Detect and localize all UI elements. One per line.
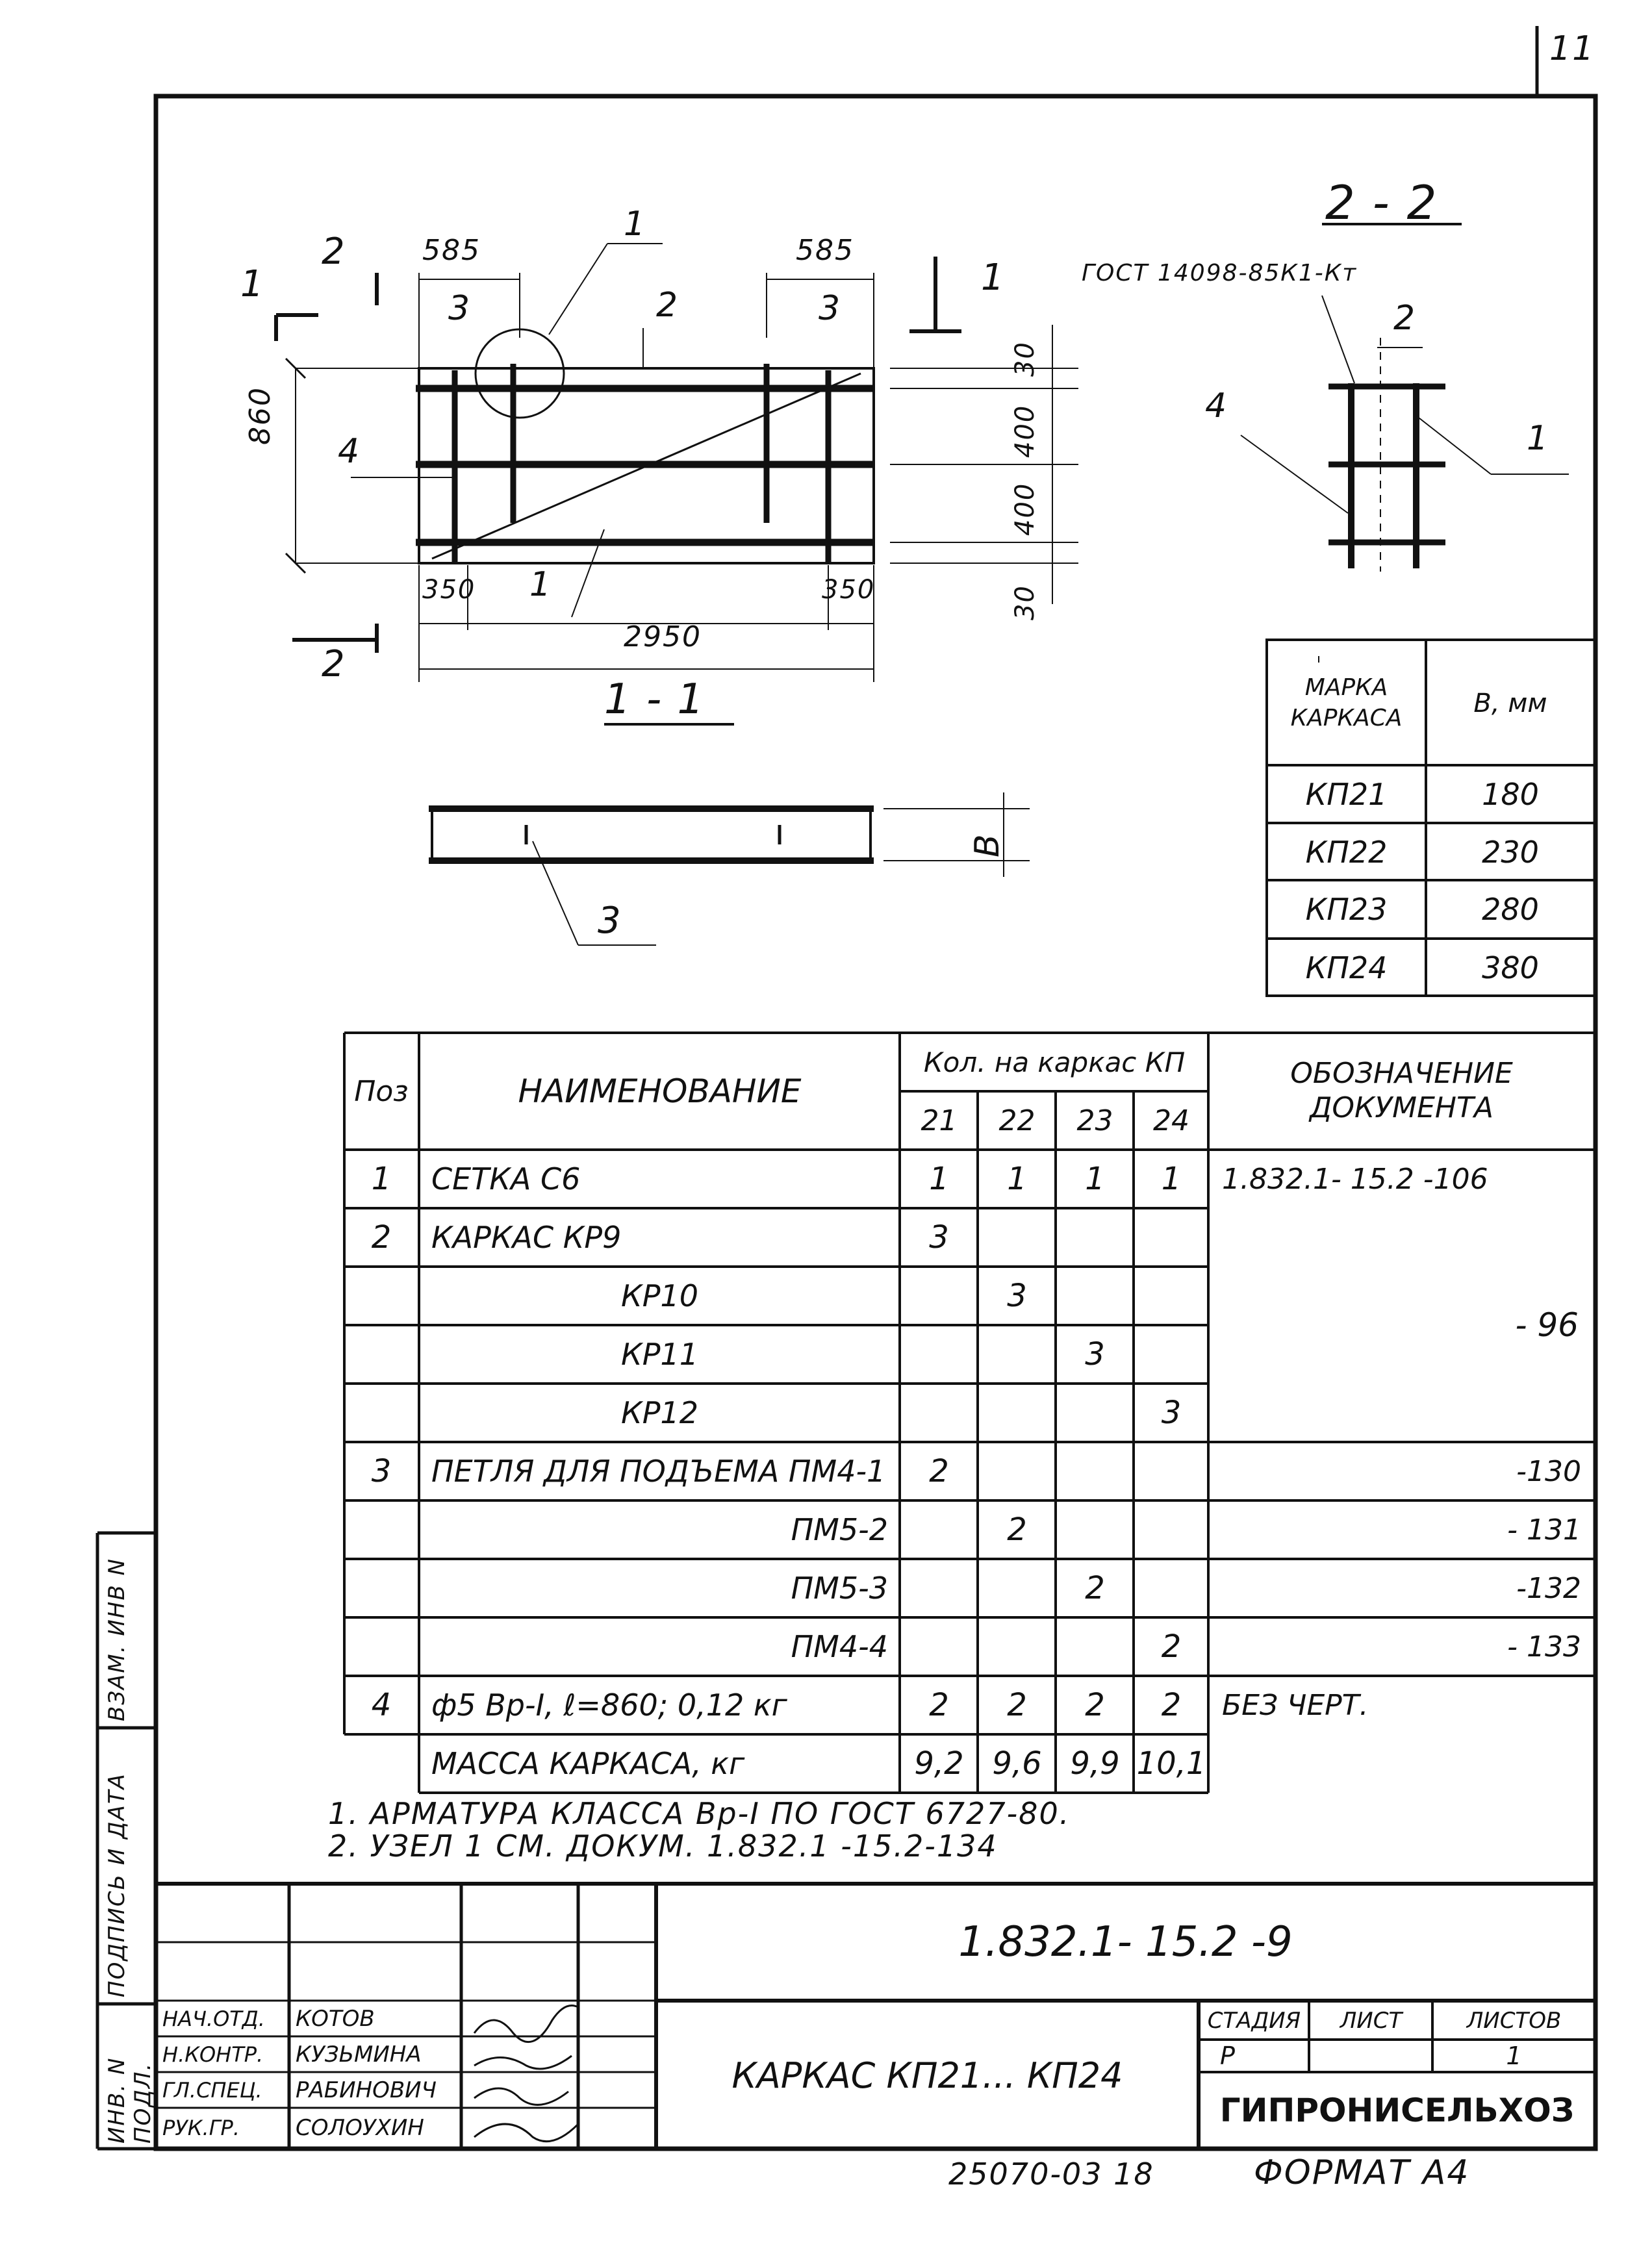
- spec-row-2-q23: [1058, 1209, 1132, 1265]
- dim-right-top: 585: [796, 234, 854, 267]
- dim-left-top: 585: [422, 234, 481, 267]
- spec-row-11-pos: [346, 1736, 417, 1791]
- title-organization: ГИПРОНИСЕЛЬХОЗ: [1219, 2092, 1575, 2129]
- spec-header-name: НАИМЕНОВАНИЕ: [518, 1072, 802, 1110]
- spec-row-2-q22: [980, 1209, 1054, 1265]
- mark-table-row-3-mark: КП23: [1305, 891, 1388, 927]
- callout-pos2-top: 2: [656, 286, 680, 325]
- spec-row-1-q24: 1: [1161, 1161, 1182, 1197]
- side-stamp-inv-podl: ИНВ. N ПОДЛ.: [104, 2056, 156, 2144]
- dim-right-30-top: 30: [1010, 341, 1040, 377]
- signature-marks: [474, 2006, 578, 2142]
- callout-pos4: 4: [338, 432, 361, 471]
- title-sheets-value: 1: [1506, 2042, 1522, 2070]
- spec-row-1-q22: 1: [1007, 1161, 1027, 1197]
- plan-dim-b: В: [968, 833, 1007, 857]
- spec-row-4-q23: 3: [1085, 1336, 1105, 1373]
- section-2-2-label: 2 - 2: [1325, 175, 1438, 230]
- section-marker-1-right: 1: [981, 257, 1006, 299]
- spec-row-9-q24: 2: [1161, 1628, 1182, 1665]
- title-stage-value: Р: [1220, 2042, 1235, 2070]
- spec-row-10-q23: 2: [1085, 1687, 1105, 1723]
- spec-header-qty-24: 24: [1153, 1104, 1189, 1137]
- spec-header-qty-22: 22: [998, 1104, 1036, 1137]
- spec-row-4-pos: [346, 1326, 417, 1382]
- spec-row-5-name: КР12: [621, 1395, 698, 1430]
- title-name: КАРКАС КП21... КП24: [731, 2055, 1123, 2096]
- spec-merged-doc-kr: - 96: [1515, 1306, 1579, 1344]
- spec-row-7-pos: [346, 1502, 417, 1558]
- spec-row-4-q21: [902, 1326, 976, 1382]
- side-stamp-vzam-inv: ВЗАМ. ИНВ N: [104, 1558, 130, 1721]
- spec-row-6-q24: [1136, 1443, 1207, 1499]
- section-2-2-callout-2: 2: [1393, 299, 1417, 338]
- spec-row-7-q21: [902, 1502, 976, 1558]
- page-corner-number: 11: [1549, 29, 1595, 68]
- dim-right-bottom: 350: [822, 575, 876, 605]
- mark-table-row-3-b: 280: [1482, 891, 1539, 927]
- spec-row-7-q23: [1058, 1502, 1132, 1558]
- spec-row-4-q22: [980, 1326, 1054, 1382]
- mark-table-row-1-b: 180: [1482, 776, 1539, 812]
- callout-pos3-right: 3: [819, 289, 842, 328]
- spec-row-1-name: СЕТКА С6: [431, 1161, 581, 1196]
- spec-header-doc: ОБОЗНАЧЕНИЕ ДОКУМЕНТА: [1290, 1057, 1513, 1124]
- plan-callout-3: 3: [598, 900, 622, 942]
- spec-row-11-name: МАССА КАРКАСА, кг: [431, 1746, 745, 1781]
- spec-row-10-doc: БЕЗ ЧЕРТ.: [1222, 1688, 1369, 1722]
- bottom-stamp: 25070-03 18: [948, 2157, 1154, 2192]
- spec-row-3-q22: 3: [1007, 1278, 1027, 1314]
- section-marker-1-left: 1: [240, 263, 265, 305]
- section-marker-2-top: 2: [322, 231, 346, 273]
- spec-row-1-pos: 1: [371, 1161, 392, 1197]
- signer-1-name: КОТОВ: [296, 2006, 375, 2032]
- title-sheet-value: [1311, 2041, 1431, 2071]
- spec-row-8-name: ПМ5-3: [791, 1571, 888, 1606]
- spec-row-9-q22: [980, 1619, 1054, 1675]
- title-sheets-label: ЛИСТОВ: [1466, 2007, 1562, 2034]
- spec-row-8-pos: [346, 1560, 417, 1616]
- spec-row-7-doc: - 131: [1507, 1513, 1581, 1547]
- spec-row-1-doc: 1.832.1- 15.2 -106: [1222, 1162, 1488, 1196]
- callout-pos1-bottom: 1: [529, 565, 553, 604]
- spec-row-5-q24: 3: [1161, 1395, 1182, 1431]
- title-doc-code: 1.832.1- 15.2 -9: [958, 1918, 1293, 1966]
- spec-row-11-q22: 9,6: [992, 1745, 1042, 1782]
- spec-row-9-q21: [902, 1619, 976, 1675]
- spec-header-qty-23: 23: [1076, 1104, 1113, 1137]
- spec-row-2-q21: 3: [929, 1219, 949, 1256]
- spec-row-11-q21: 9,2: [914, 1745, 964, 1782]
- spec-row-8-q21: [902, 1560, 976, 1616]
- callout-pos1-top: 1: [624, 205, 647, 244]
- note-2: 2. УЗЕЛ 1 СМ. ДОКУМ. 1.832.1 -15.2-134: [328, 1828, 998, 1864]
- section-2-2-gost-note: ГОСТ 14098-85К1-Кт: [1082, 260, 1358, 286]
- signer-2-name: КУЗЬМИНА: [296, 2042, 422, 2068]
- spec-row-4-q24: [1136, 1326, 1207, 1382]
- callout-pos3-left: 3: [448, 289, 472, 328]
- section-2-2-drawing: [1241, 224, 1569, 663]
- spec-row-2-name: КАРКАС КР9: [431, 1220, 622, 1255]
- spec-row-6-pos: 3: [371, 1453, 392, 1489]
- spec-row-2-pos: 2: [371, 1219, 392, 1256]
- spec-row-9-doc: - 133: [1507, 1630, 1581, 1664]
- dim-left-bottom: 350: [422, 575, 476, 605]
- spec-row-10-q21: 2: [929, 1687, 949, 1723]
- spec-row-7-q22: 2: [1007, 1512, 1027, 1548]
- dim-height-total: 860: [244, 386, 277, 445]
- spec-row-10-q22: 2: [1007, 1687, 1027, 1723]
- spec-row-9-pos: [346, 1619, 417, 1675]
- spec-row-7-name: ПМ5-2: [791, 1512, 888, 1547]
- format-label: ФОРМАТ А4: [1254, 2153, 1470, 2192]
- spec-row-11-doc: [1212, 1736, 1592, 1791]
- dim-right-400-top: 400: [1010, 404, 1040, 458]
- spec-row-5-q23: [1058, 1385, 1132, 1441]
- signer-2-role: Н.КОНТР.: [162, 2042, 264, 2067]
- spec-row-10-q24: 2: [1161, 1687, 1182, 1723]
- plan-view-drawing: [429, 792, 1030, 945]
- spec-row-10-pos: 4: [371, 1687, 392, 1723]
- signer-1-role: НАЧ.ОТД.: [162, 2006, 265, 2031]
- title-stage-label: СТАДИЯ: [1207, 2007, 1301, 2034]
- spec-row-6-doc: -130: [1516, 1454, 1581, 1488]
- signer-4-name: СОЛОУХИН: [296, 2115, 424, 2141]
- signer-3-name: РАБИНОВИЧ: [296, 2077, 437, 2103]
- spec-row-8-q24: [1136, 1560, 1207, 1616]
- dim-overall-length: 2950: [624, 620, 702, 653]
- spec-row-3-pos: [346, 1268, 417, 1324]
- spec-row-1-q21: 1: [929, 1161, 949, 1197]
- side-stamp-podpis-data: ПОДПИСЬ И ДАТА: [104, 1773, 130, 1997]
- section-marker-2-bottom: 2: [322, 643, 346, 685]
- spec-row-5-q22: [980, 1385, 1054, 1441]
- spec-row-8-q22: [980, 1560, 1054, 1616]
- signer-4-role: РУК.ГР.: [162, 2116, 240, 2140]
- spec-row-4-name: КР11: [621, 1337, 698, 1372]
- spec-row-5-pos: [346, 1385, 417, 1441]
- spec-row-3-name: КР10: [621, 1278, 698, 1313]
- spec-row-3-q21: [902, 1268, 976, 1324]
- spec-header-qty-21: 21: [921, 1104, 958, 1137]
- mark-table-row-4-b: 380: [1482, 950, 1539, 985]
- dim-right-30-bottom: 30: [1010, 585, 1040, 620]
- spec-row-5-q21: [902, 1385, 976, 1441]
- spec-row-11-q23: 9,9: [1070, 1745, 1120, 1782]
- mark-table-header-b: В, мм: [1473, 688, 1547, 718]
- signer-3-role: ГЛ.СПЕЦ.: [162, 2078, 262, 2103]
- spec-row-7-q24: [1136, 1502, 1207, 1558]
- note-1: 1. АРМАТУРА КЛАССА Вр-I ПО ГОСТ 6727-80.: [328, 1796, 1071, 1831]
- spec-row-6-q21: 2: [929, 1453, 949, 1489]
- mark-table-row-2-mark: КП22: [1305, 834, 1388, 870]
- mark-table-header-mark: МАРКА КАРКАСА: [1290, 674, 1403, 731]
- spec-row-6-q23: [1058, 1443, 1132, 1499]
- spec-header-pos: Поз: [354, 1074, 409, 1108]
- spec-row-10-name: ф5 Вр-I, ℓ=860; 0,12 кг: [431, 1688, 787, 1723]
- spec-row-1-q23: 1: [1085, 1161, 1105, 1197]
- spec-row-6-name: ПЕТЛЯ ДЛЯ ПОДЪЕМА ПМ4-1: [431, 1454, 886, 1489]
- spec-row-2-q24: [1136, 1209, 1207, 1265]
- spec-row-8-q23: 2: [1085, 1570, 1105, 1606]
- dim-right-400-bottom: 400: [1010, 482, 1040, 536]
- mark-table-row-4-mark: КП24: [1305, 950, 1388, 985]
- mark-table-row-2-b: 230: [1482, 834, 1539, 870]
- spec-row-6-q22: [980, 1443, 1054, 1499]
- spec-row-9-q23: [1058, 1619, 1132, 1675]
- title-sheet-label: ЛИСТ: [1340, 2007, 1403, 2034]
- section-2-2-callout-1: 1: [1527, 419, 1550, 458]
- section-1-1-label: 1 - 1: [604, 676, 705, 724]
- spec-row-9-name: ПМ4-4: [791, 1629, 888, 1664]
- spec-row-8-doc: -132: [1516, 1571, 1581, 1605]
- section-2-2-callout-4: 4: [1205, 386, 1228, 425]
- spec-row-11-q24: 10,1: [1136, 1745, 1206, 1782]
- spec-row-3-q23: [1058, 1268, 1132, 1324]
- spec-row-3-q24: [1136, 1268, 1207, 1324]
- spec-header-qty: Кол. на каркас КП: [923, 1046, 1186, 1078]
- mark-table-row-1-mark: КП21: [1305, 776, 1388, 812]
